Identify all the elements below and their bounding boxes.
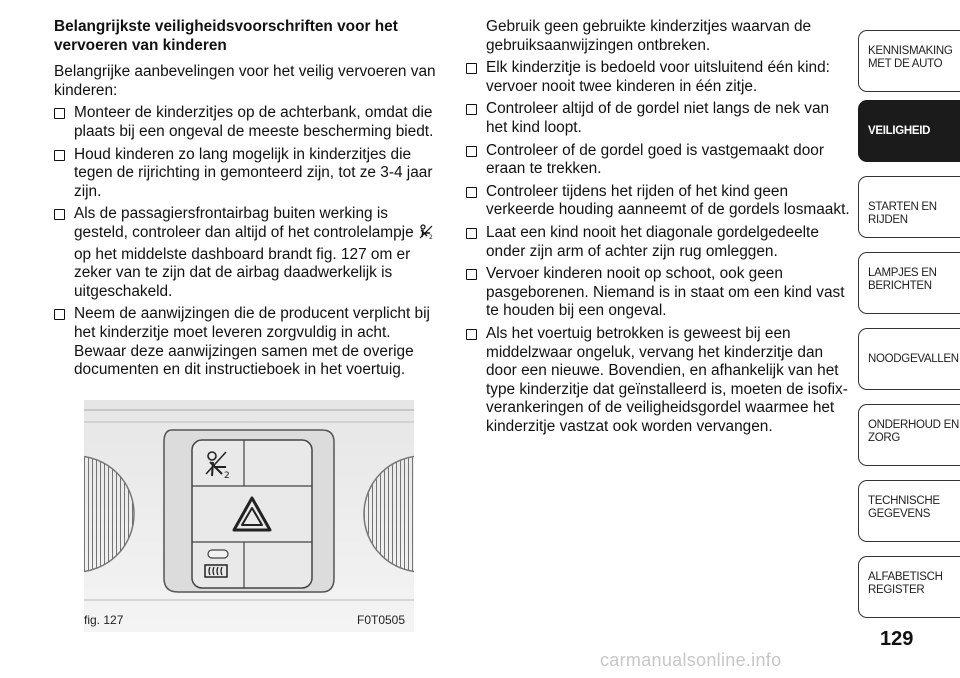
checkbox-square-icon xyxy=(54,309,65,320)
watermark: carmanualsonline.info xyxy=(600,650,782,670)
list-item: Als het voertuig betrokken is geweest bij een middelzwaar ongeluk, vervang het kinderzitje dan door een nieuwe. Bovendien, en afhankelijk van het type kinderzitje dat geïnstalleerd is, moeten de isofix-verankeringen of de veiligheidsgordel waarmee het kinderzitje vastzat ook worden vervangen. xyxy=(466,325,850,437)
svg-text:2: 2 xyxy=(224,471,230,481)
right-bullet-list xyxy=(466,59,850,436)
tab-starten-en-rijden[interactable]: STARTEN EN RIJDEN xyxy=(858,176,960,238)
tab-veiligheid[interactable]: VEILIGHEID xyxy=(858,100,960,162)
continuation-text: Gebruik geen gebruikte kinderzitjes waarvan de gebruiksaanwijzingen ontbreken. xyxy=(486,18,812,54)
tab-lampjes-en-berichten[interactable]: LAMPJES EN BERICHTEN xyxy=(858,252,960,314)
checkbox-square-icon xyxy=(466,228,477,239)
tab-noodgevallen[interactable]: NOODGEVALLEN xyxy=(858,328,960,390)
figure-code: F0T0505 xyxy=(357,613,406,627)
left-column xyxy=(54,18,440,384)
tab-kennismaking[interactable]: KENNISMAKING MET DE AUTO xyxy=(858,30,960,92)
list-item: Elk kinderzitje is bedoeld voor uitsluitend één kind: vervoer nooit twee kinderen in één zitje. xyxy=(466,59,850,96)
page-number: 129 xyxy=(880,628,914,650)
list-item: Controleer tijdens het rijden of het kind geen verkeerde houding aanneemt of de gordels losmaakt. xyxy=(466,183,850,220)
tab-onderhoud-en-zorg[interactable]: ONDERHOUD EN ZORG xyxy=(858,404,960,466)
svg-text:2: 2 xyxy=(428,233,433,240)
checkbox-square-icon xyxy=(466,146,477,157)
checkbox-square-icon xyxy=(466,329,477,340)
checkbox-square-icon xyxy=(466,63,477,74)
left-bullet-list xyxy=(54,104,440,379)
figure-label: fig. 127 xyxy=(84,613,124,627)
airbag-off-icon xyxy=(418,224,434,246)
list-item-airbag: Als de passagiersfrontairbag buiten werking is gesteld, controleer dan altijd of het controlelampje 2 op het middelste dashboard brandt fig. 127 om er zeker van te zijn dat de airbag daadwerkelijk is uitgeschakeld. xyxy=(54,205,440,301)
checkbox-square-icon xyxy=(466,104,477,115)
tab-technische-gegevens[interactable]: TECHNISCHE GEGEVENS xyxy=(858,480,960,542)
right-column xyxy=(466,18,850,440)
intro-text: Belangrijke aanbevelingen voor het veilig vervoeren van kinderen: xyxy=(54,63,436,99)
dashboard-figure xyxy=(84,400,414,632)
list-item: Vervoer kinderen nooit op schoot, ook geen pasgeborenen. Niemand is in staat om een kind vast te houden bij een ongeval. xyxy=(466,265,850,321)
list-item: Laat een kind nooit het diagonale gordelgedeelte onder zijn arm of achter zijn rug omleggen. xyxy=(466,224,850,261)
tab-alfabetisch-register[interactable]: ALFABETISCH REGISTER xyxy=(858,556,960,618)
list-item: Controleer of de gordel goed is vastgemaakt door eraan te trekken. xyxy=(466,142,850,179)
list-item: Houd kinderen zo lang mogelijk in kinderzitjes die tegen de rijrichting in gemonteerd zijn, tot ze 3-4 jaar zijn. xyxy=(54,146,440,202)
checkbox-square-icon xyxy=(466,187,477,198)
section-heading: Belangrijkste veiligheidsvoorschriften voor het vervoeren van kinderen xyxy=(54,18,398,54)
list-item: Monteer de kinderzitjes op de achterbank, omdat die plaats bij een ongeval de meeste bescherming biedt. xyxy=(54,104,440,141)
list-item: Controleer altijd of de gordel niet langs de nek van het kind loopt. xyxy=(466,100,850,137)
checkbox-square-icon xyxy=(54,209,65,220)
checkbox-square-icon xyxy=(466,269,477,280)
checkbox-square-icon xyxy=(54,108,65,119)
list-item: Neem de aanwijzingen die de producent verplicht bij het kinderzitje moet leveren zorgvuldig in acht. Bewaar deze aanwijzingen samen met de overige documenten en dit instructieboek in het voertuig. xyxy=(54,305,440,379)
checkbox-square-icon xyxy=(54,150,65,161)
